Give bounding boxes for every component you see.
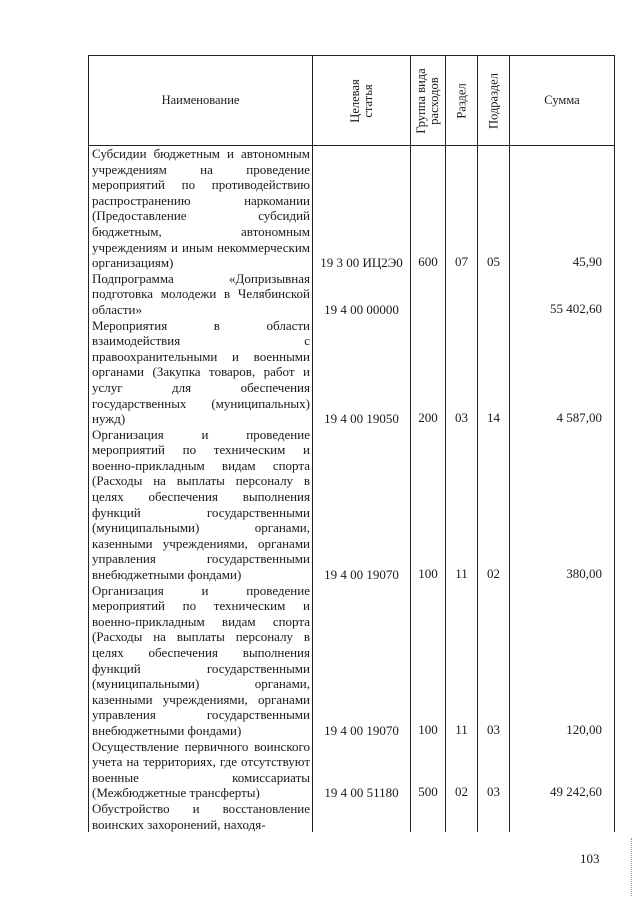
row-sum: 55 402,60: [510, 271, 615, 318]
row-expense-group: 100: [411, 583, 446, 739]
header-section-label: Раздел: [454, 82, 468, 119]
header-subsection: [478, 56, 510, 146]
header-sum: Сумма: [510, 56, 615, 146]
budget-table: [88, 55, 615, 832]
header-subsection-label: Подраздел: [486, 72, 500, 129]
row-subsection: 02: [478, 427, 510, 583]
table-row: [89, 271, 615, 318]
row-name: Обустройство и восстановление воинских захоронений, находя-: [89, 801, 313, 832]
row-section: 07: [446, 146, 478, 271]
row-expense-group: 100: [411, 427, 446, 583]
table-row: [89, 801, 615, 832]
row-subsection: 05: [478, 146, 510, 271]
row-expense-group: 200: [411, 318, 446, 427]
row-name: Осуществление первичного воинского учета на территориях, где отсутствуют военные комиссариаты (Межбюджетные трансферты): [89, 739, 313, 801]
row-target-article: [313, 801, 411, 832]
row-sum: 380,00: [510, 427, 615, 583]
row-subsection: [478, 801, 510, 832]
table-row: [89, 739, 615, 801]
scan-edge-mark: [631, 838, 634, 896]
row-section: 03: [446, 318, 478, 427]
row-sum: [510, 801, 615, 832]
row-section: 02: [446, 739, 478, 801]
row-section: [446, 271, 478, 318]
row-name: Мероприятия в области взаимодействия с правоохранительными и военными органами (Закупка товаров, работ и услуг для обеспечения государственных (муниципальных) нужд): [89, 318, 313, 427]
row-section: 11: [446, 427, 478, 583]
row-name: Субсидии бюджетным и автономным учреждениям на проведение мероприятий по противодействию распространению наркомании (Предоставление субсидий бюджетным, автономным учреждениям и иным некоммерческим организациям): [89, 146, 313, 271]
row-target-article: 19 4 00 51180: [313, 739, 411, 801]
row-expense-group: 600: [411, 146, 446, 271]
row-name: Подпрограмма «Допризывная подготовка молодежи в Челябинской области»: [89, 271, 313, 318]
header-target-article-label: Целевая статья: [347, 78, 375, 123]
row-target-article: 19 4 00 19050: [313, 318, 411, 427]
header-expense-group-label: Группа вида расходов: [414, 67, 441, 134]
row-name: Организация и проведение мероприятий по техническим и военно-прикладным видам спорта (Расходы на выплаты персоналу в целях обеспечения выполнения функций государственными (муниципальными) органами, казенными учреждениями, органами управления государственными внебюджетными фондами): [89, 583, 313, 739]
table-row: [89, 427, 615, 583]
row-target-article: 19 4 00 19070: [313, 583, 411, 739]
row-section: 11: [446, 583, 478, 739]
header-section: [446, 56, 478, 146]
header-name: Наименование: [89, 56, 313, 146]
table-row: [89, 583, 615, 739]
header-target-article: [313, 56, 411, 146]
header-expense-group: [411, 56, 446, 146]
row-sum: 45,90: [510, 146, 615, 271]
row-expense-group: [411, 801, 446, 832]
table-row: [89, 318, 615, 427]
row-target-article: 19 3 00 ИЦ2Э0: [313, 146, 411, 271]
table-header-row: [89, 56, 615, 146]
row-subsection: 03: [478, 739, 510, 801]
row-sum: 120,00: [510, 583, 615, 739]
row-subsection: 14: [478, 318, 510, 427]
row-name: Организация и проведение мероприятий по техническим и военно-прикладным видам спорта (Расходы на выплаты персоналу в целях обеспечения выполнения функций государственными (муниципальными) органами, казенными учреждениями, органами управления государственными внебюджетными фондами): [89, 427, 313, 583]
row-target-article: 19 4 00 19070: [313, 427, 411, 583]
row-subsection: 03: [478, 583, 510, 739]
row-target-article: 19 4 00 00000: [313, 271, 411, 318]
row-subsection: [478, 271, 510, 318]
row-section: [446, 801, 478, 832]
row-sum: 49 242,60: [510, 739, 615, 801]
row-expense-group: 500: [411, 739, 446, 801]
page-number: 103: [580, 851, 600, 866]
table-row: [89, 146, 615, 271]
row-expense-group: [411, 271, 446, 318]
row-sum: 4 587,00: [510, 318, 615, 427]
